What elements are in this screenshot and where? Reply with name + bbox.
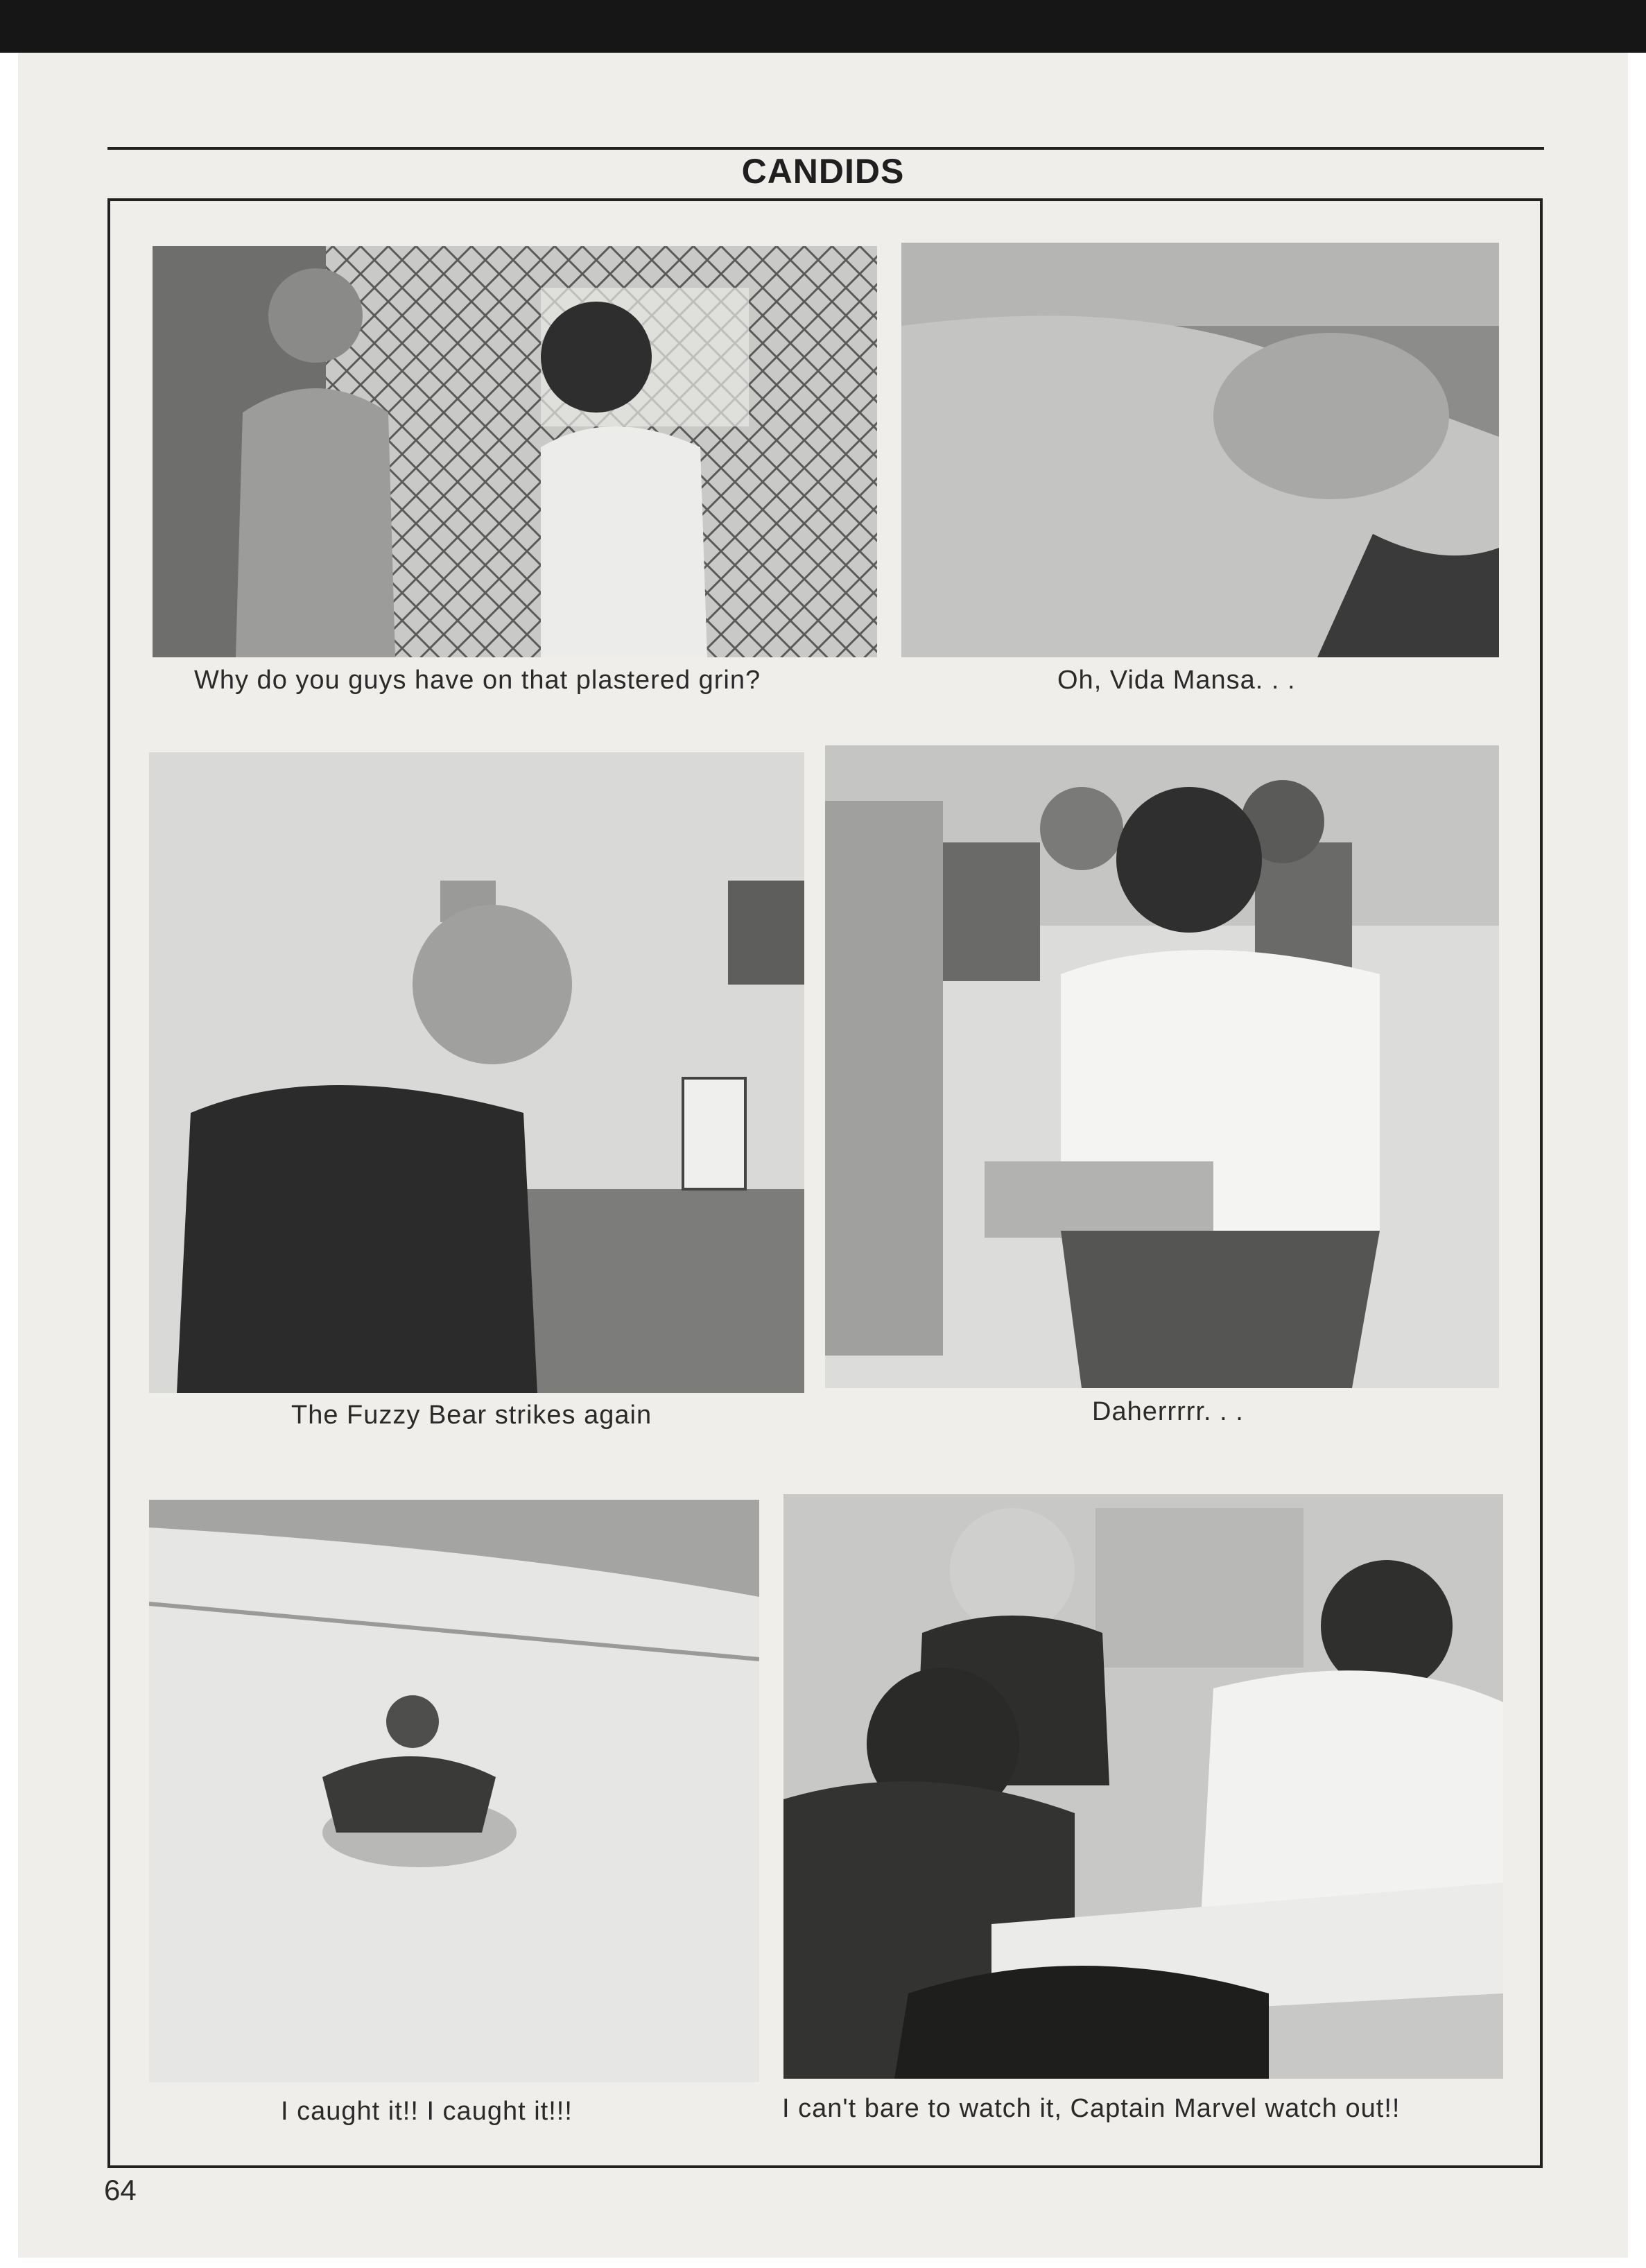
- heading-rule: [107, 147, 1544, 150]
- photo-caption-1: Why do you guys have on that plastered grin?: [194, 666, 761, 695]
- page-number: 64: [104, 2174, 137, 2206]
- photo-jersey-students: [153, 246, 877, 657]
- photo-caption-2: Oh, Vida Mansa. . .: [1057, 666, 1296, 695]
- scan-top-edge: [0, 0, 1646, 53]
- photo-fuzzy-bear: [149, 752, 804, 1393]
- photo-caption-5: I caught it!! I caught it!!!: [281, 2097, 573, 2126]
- photo-lying-in-grass: [901, 243, 1499, 657]
- photo-caption-3: The Fuzzy Bear strikes again: [291, 1401, 652, 1430]
- photo-students-at-table: [783, 1494, 1503, 2079]
- photo-caption-6: I can't bare to watch it, Captain Marvel watch out!!: [782, 2094, 1401, 2123]
- photo-caption-4: Daherrrrr. . .: [1092, 1397, 1244, 1426]
- photo-person-in-water: [149, 1500, 759, 2082]
- page-heading: CANDIDS: [741, 152, 905, 191]
- photo-classroom: [825, 745, 1499, 1388]
